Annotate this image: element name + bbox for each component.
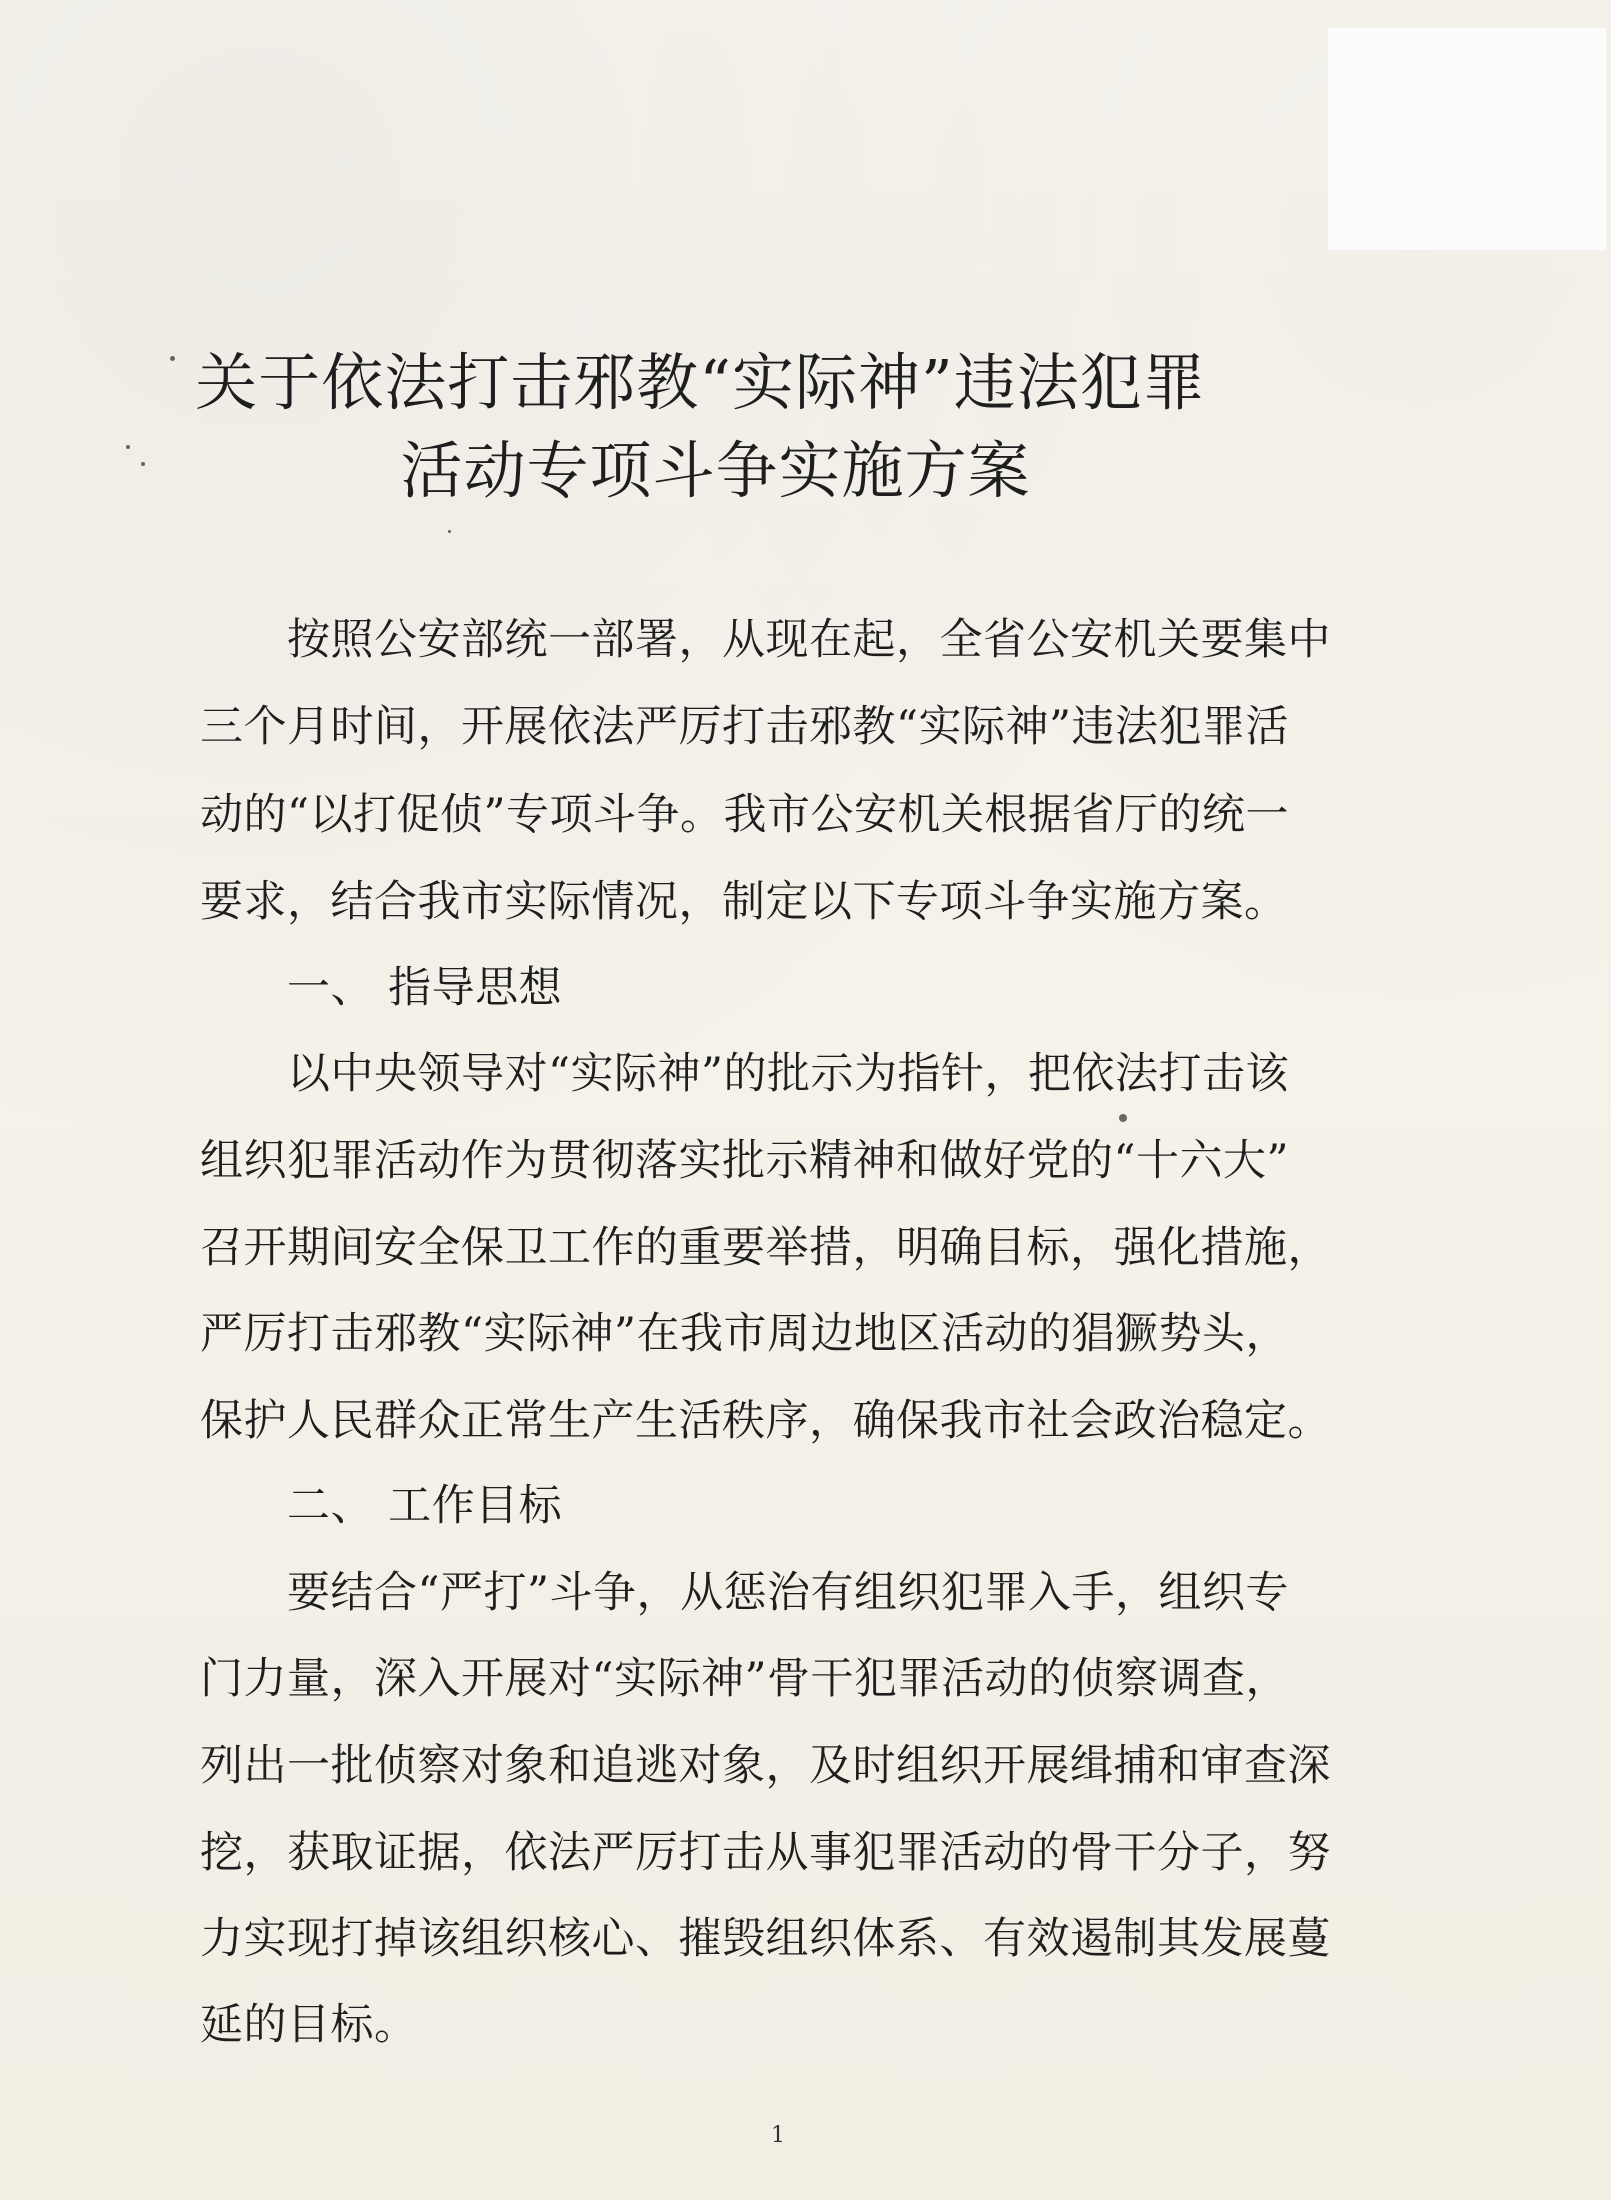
- paragraph-2-line-5: 保护人民群众正常生产生活秩序，确保我市社会政治稳定。: [200, 1396, 1331, 1446]
- paragraph-3-line-5: 力实现打掉该组织核心、摧毁组织体系、有效遏制其发展蔓: [200, 1914, 1331, 1964]
- paragraph-3-line-4: 挖，获取证据，依法严厉打击从事犯罪活动的骨干分子，努: [200, 1828, 1331, 1878]
- paragraph-3-line-3: 列出一批侦察对象和追逃对象，及时组织开展缉捕和审查深: [200, 1741, 1331, 1791]
- scan-mark-dot: [170, 356, 175, 361]
- redacted-area: [1328, 28, 1606, 250]
- paragraph-1-line-1: 按照公安部统一部署，从现在起，全省公安机关要集中: [287, 615, 1331, 665]
- scan-mark-dot: [126, 445, 130, 449]
- scan-mark-dot: [141, 462, 145, 466]
- document-title-line-1: 关于依法打击邪教“实际神”违法犯罪: [195, 346, 1206, 419]
- paragraph-3-line-2: 门力量，深入开展对“实际神”骨干犯罪活动的侦察调查，: [200, 1654, 1289, 1704]
- paragraph-1-line-3: 动的“以打促侦”专项斗争。我市公安机关根据省厅的统一: [200, 790, 1289, 840]
- section-heading-work-goals: 二、 工作目标: [287, 1481, 563, 1531]
- scan-mark-dot: [448, 530, 451, 533]
- paragraph-1-line-4: 要求，结合我市实际情况，制定以下专项斗争实施方案。: [200, 877, 1288, 927]
- paragraph-2-line-1: 以中央领导对“实际神”的批示为指针，把依法打击该: [287, 1049, 1289, 1099]
- page-number: 1: [771, 2123, 785, 2148]
- paragraph-2-line-4: 严厉打击邪教“实际神”在我市周边地区活动的猖獗势头，: [200, 1309, 1289, 1359]
- paragraph-3-line-1: 要结合“严打”斗争，从惩治有组织犯罪入手，组织专: [287, 1568, 1289, 1618]
- scan-mark-dot: [1119, 1114, 1127, 1122]
- paragraph-3-line-6: 延的目标。: [200, 2000, 418, 2050]
- section-heading-guiding-ideology: 一、 指导思想: [287, 963, 563, 1013]
- paragraph-2-line-2: 组织犯罪活动作为贯彻落实批示精神和做好党的“十六大”: [200, 1136, 1289, 1186]
- document-title-line-2: 活动专项斗争实施方案: [400, 434, 1031, 507]
- paragraph-1-line-2: 三个月时间，开展依法严厉打击邪教“实际神”违法犯罪活: [200, 702, 1289, 752]
- paragraph-2-line-3: 召开期间安全保卫工作的重要举措，明确目标，强化措施，: [200, 1223, 1331, 1273]
